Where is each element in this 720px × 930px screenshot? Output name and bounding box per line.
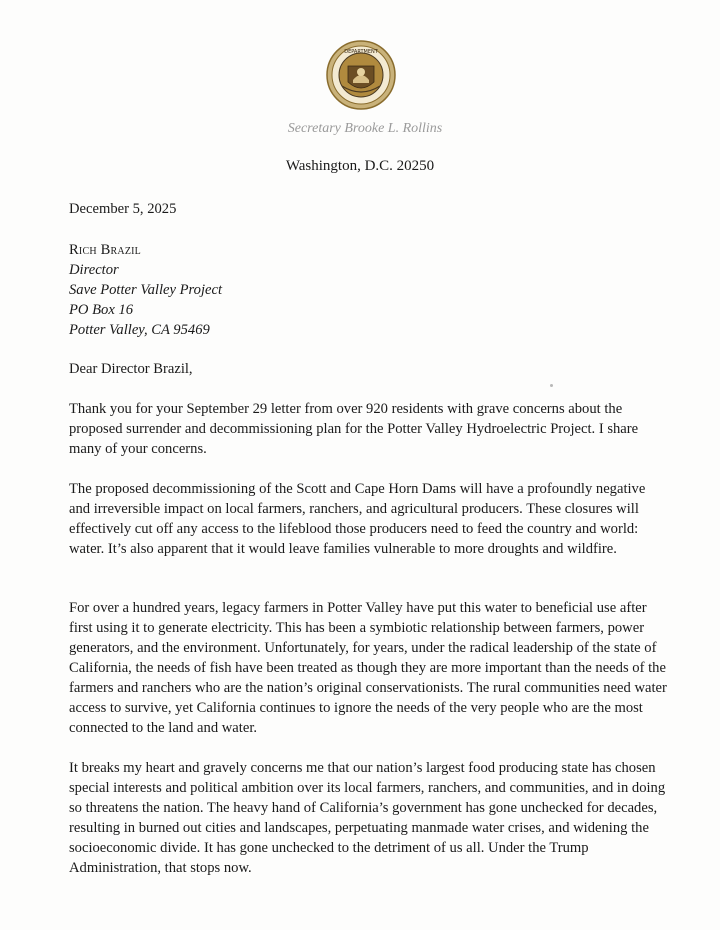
letter-date: December 5, 2025 [69,201,177,217]
signature-header-text: Secretary Brooke L. Rollins [287,121,443,136]
recipient-city-state-zip: Potter Valley, CA 95469 [69,322,210,338]
recipient-organization: Save Potter Valley Project [69,282,223,298]
signature-header [270,112,460,142]
paragraph-1: Thank you for your September 29 letter from over 920 residents with grave concerns about the proposed surrender and decommissioning plan for the Potter Valley Hydroelectric Project. I share many of your concerns. [69,401,639,457]
department-seal-icon [326,40,396,110]
scan-speck [550,384,553,387]
paragraph-2: The proposed decommissioning of the Scott and Cape Horn Dams will have a profoundly negative and irreversible impact on local farmers, ranchers, and agricultural producers. These closures will effectively cut off any access to the lifeblood those producers need to feed the country and world: water. It’s also apparent that it would leave families vulnerable to more droughts and wildfire. [69,481,646,557]
recipient-address [69,240,669,340]
seal-caption: DEPARTMENT [344,49,378,55]
paragraph-4: It breaks my heart and gravely concerns me that our nation’s largest food producing state has chosen special interests and political ambition over its local farmers, ranchers, and communities, and in doing so threatens the nation. The heavy hand of California’s government has gone unchecked for decades, resulting in burned out cities and landscapes, perpetuating manmade water crises, and widening the socioeconomic divide. It has gone unchecked to the detriment of us all. Under the Trump Administration, that stops now. [69,760,666,876]
salutation: Dear Director Brazil, [69,361,193,377]
recipient-name: Rich Brazil [69,242,141,258]
recipient-po-box: PO Box 16 [69,302,134,318]
recipient-title: Director [69,262,119,278]
letterhead-city: Washington, D.C. 20250 [285,158,435,174]
paragraph-3: For over a hundred years, legacy farmers in Potter Valley have put this water to beneficial use after first using it to generate electricity. This has been a symbiotic relationship between farmers, power generators, and the environment. Unfortunately, for years, under the radical leadership of the state of California, the needs of fish have been treated as though they are more important than the needs of the farmers and ranchers who are the nation’s original conservationists. The rural communities need water access to survive, yet California continues to ignore the needs of the very people who are the most connected to the land and water. [69,600,667,736]
